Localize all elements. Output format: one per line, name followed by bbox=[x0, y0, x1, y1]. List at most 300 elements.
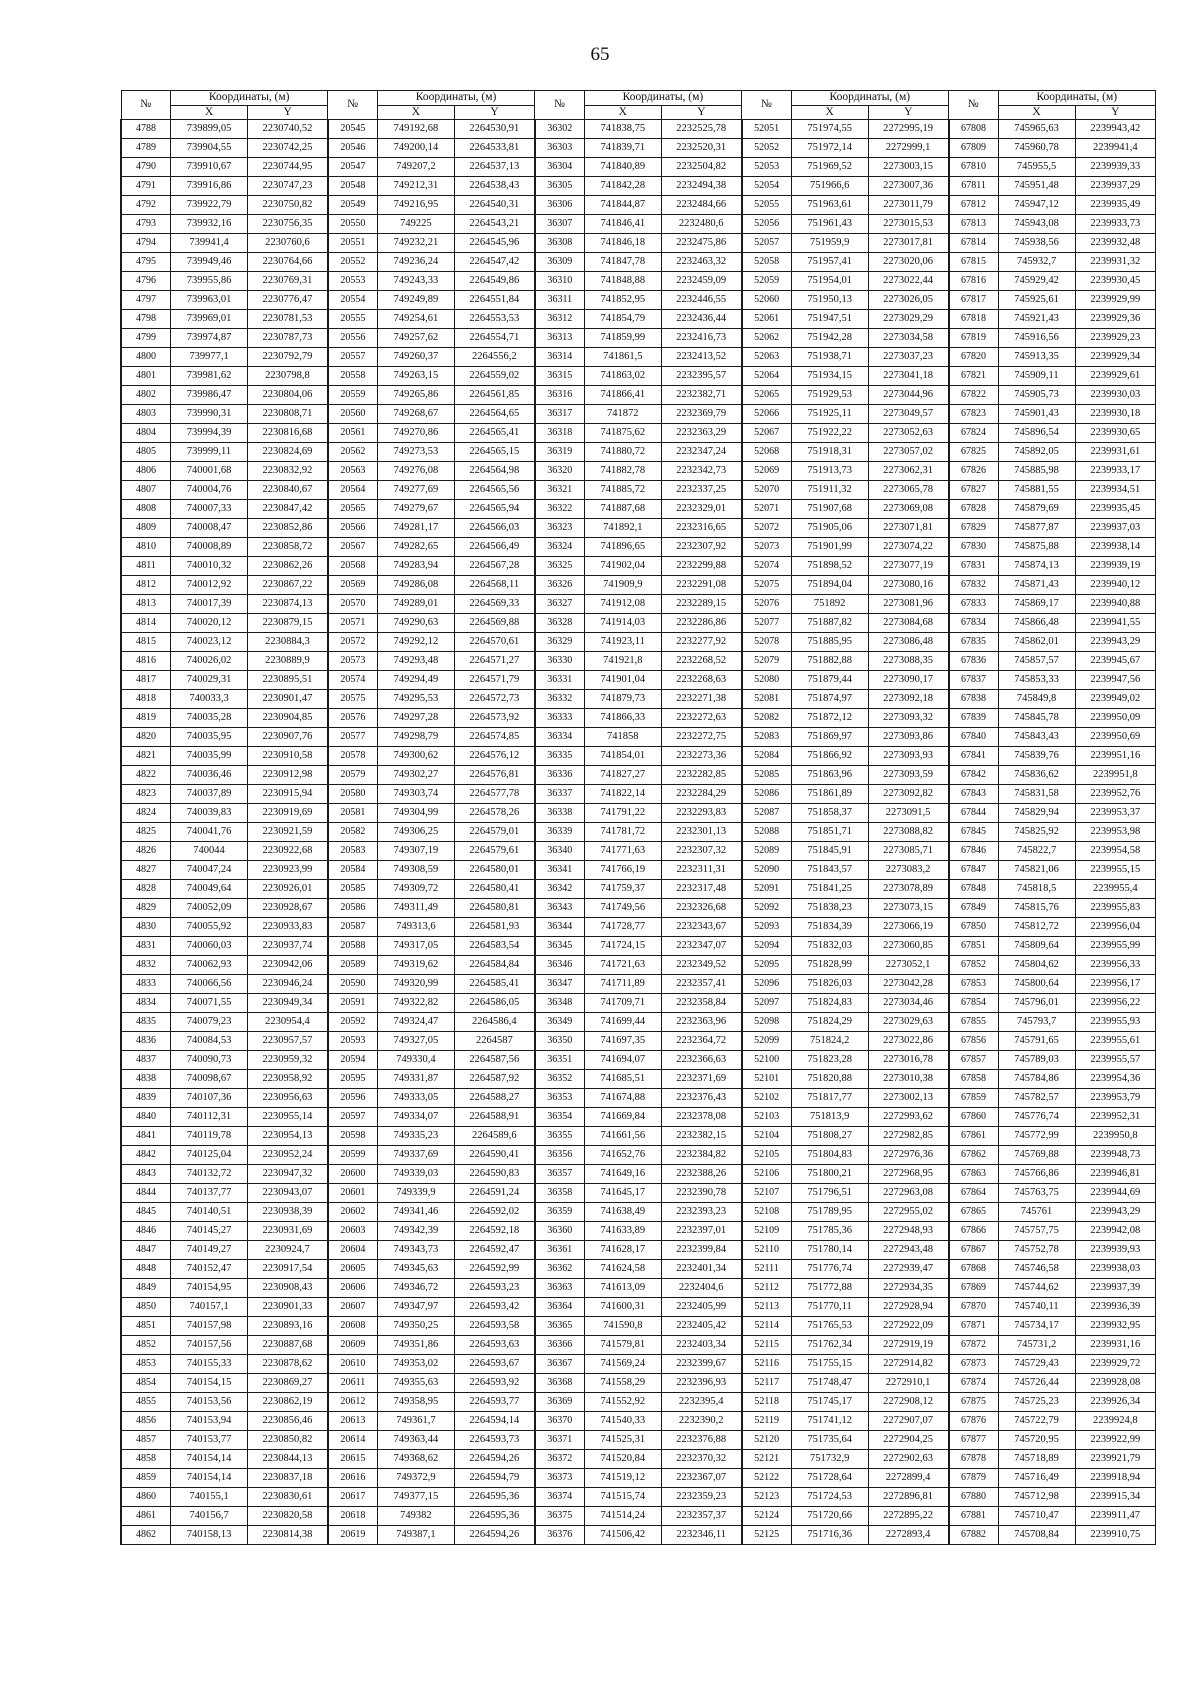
coord-x-cell: 739922,79 bbox=[171, 196, 248, 215]
coord-x-cell: 749311,49 bbox=[377, 899, 454, 918]
coord-y-cell: 2232357,37 bbox=[661, 1507, 741, 1526]
coord-y-cell: 2239918,94 bbox=[1075, 1469, 1155, 1488]
point-number-cell: 67825 bbox=[949, 443, 999, 462]
point-number-cell: 20555 bbox=[328, 310, 378, 329]
coord-x-cell: 741652,76 bbox=[584, 1146, 661, 1165]
point-number-cell: 20591 bbox=[328, 994, 378, 1013]
header-y: Y bbox=[868, 106, 948, 120]
coord-y-cell: 2232388,26 bbox=[661, 1165, 741, 1184]
coord-x-cell: 740066,56 bbox=[171, 975, 248, 994]
coord-x-cell: 740149,27 bbox=[171, 1241, 248, 1260]
header-x: X bbox=[998, 106, 1075, 120]
coord-x-cell: 745776,74 bbox=[998, 1108, 1075, 1127]
coord-y-cell: 2232520,31 bbox=[661, 139, 741, 158]
coord-y-cell: 2273016,78 bbox=[868, 1051, 948, 1070]
point-number-cell: 52067 bbox=[742, 424, 792, 443]
coord-y-cell: 2264580,81 bbox=[454, 899, 534, 918]
coord-y-cell: 2230820,58 bbox=[248, 1507, 328, 1526]
coord-x-cell: 740158,13 bbox=[171, 1526, 248, 1545]
coord-y-cell: 2239955,15 bbox=[1075, 861, 1155, 880]
coord-y-cell: 2239956,33 bbox=[1075, 956, 1155, 975]
coord-y-cell: 2239951,8 bbox=[1075, 766, 1155, 785]
coord-x-cell: 745761 bbox=[998, 1203, 1075, 1222]
point-number-cell: 67830 bbox=[949, 538, 999, 557]
point-number-cell: 20615 bbox=[328, 1450, 378, 1469]
point-number-cell: 20602 bbox=[328, 1203, 378, 1222]
coord-y-cell: 2230946,24 bbox=[248, 975, 328, 994]
coord-x-cell: 751950,13 bbox=[791, 291, 868, 310]
point-number-cell: 67818 bbox=[949, 310, 999, 329]
point-number-cell: 20575 bbox=[328, 690, 378, 709]
coord-y-cell: 2264554,71 bbox=[454, 329, 534, 348]
coord-x-cell: 749290,63 bbox=[377, 614, 454, 633]
point-number-cell: 52093 bbox=[742, 918, 792, 937]
coord-y-cell: 2264556,2 bbox=[454, 348, 534, 367]
point-number-cell: 67839 bbox=[949, 709, 999, 728]
coord-x-cell: 751922,22 bbox=[791, 424, 868, 443]
header-coordinates: Координаты, (м) bbox=[791, 91, 948, 106]
coord-x-cell: 741791,22 bbox=[584, 804, 661, 823]
coord-y-cell: 2230776,47 bbox=[248, 291, 328, 310]
point-number-cell: 4804 bbox=[121, 424, 171, 443]
point-number-cell: 36310 bbox=[535, 272, 585, 291]
coord-x-cell: 751851,71 bbox=[791, 823, 868, 842]
point-number-cell: 20594 bbox=[328, 1051, 378, 1070]
coord-x-cell: 745825,92 bbox=[998, 823, 1075, 842]
coord-y-cell: 2232347,24 bbox=[661, 443, 741, 462]
coord-y-cell: 2232416,73 bbox=[661, 329, 741, 348]
point-number-cell: 20545 bbox=[328, 120, 378, 139]
coord-x-cell: 751735,64 bbox=[791, 1431, 868, 1450]
coord-y-cell: 2232405,42 bbox=[661, 1317, 741, 1336]
coord-y-cell: 2264594,26 bbox=[454, 1450, 534, 1469]
coord-x-cell: 741525,31 bbox=[584, 1431, 661, 1450]
point-number-cell: 67873 bbox=[949, 1355, 999, 1374]
coord-x-cell: 740153,94 bbox=[171, 1412, 248, 1431]
coord-y-cell: 2239951,16 bbox=[1075, 747, 1155, 766]
coord-y-cell: 2232484,66 bbox=[661, 196, 741, 215]
coord-x-cell: 751863,96 bbox=[791, 766, 868, 785]
point-number-cell: 67853 bbox=[949, 975, 999, 994]
coord-y-cell: 2272968,95 bbox=[868, 1165, 948, 1184]
coord-x-cell: 751929,53 bbox=[791, 386, 868, 405]
table-row bbox=[121, 975, 1156, 994]
point-number-cell: 52109 bbox=[742, 1222, 792, 1241]
coord-y-cell: 2232282,85 bbox=[661, 766, 741, 785]
coord-x-cell: 749225 bbox=[377, 215, 454, 234]
coord-x-cell: 739955,86 bbox=[171, 272, 248, 291]
coord-x-cell: 751957,41 bbox=[791, 253, 868, 272]
table-row bbox=[121, 462, 1156, 481]
point-number-cell: 4849 bbox=[121, 1279, 171, 1298]
coord-y-cell: 2273052,63 bbox=[868, 424, 948, 443]
point-number-cell: 67822 bbox=[949, 386, 999, 405]
coord-y-cell: 2264567,28 bbox=[454, 557, 534, 576]
coord-x-cell: 741506,42 bbox=[584, 1526, 661, 1545]
point-number-cell: 67820 bbox=[949, 348, 999, 367]
coord-x-cell: 749303,74 bbox=[377, 785, 454, 804]
point-number-cell: 67845 bbox=[949, 823, 999, 842]
coord-y-cell: 2239922,99 bbox=[1075, 1431, 1155, 1450]
coord-x-cell: 745869,17 bbox=[998, 595, 1075, 614]
coord-x-cell: 751762,34 bbox=[791, 1336, 868, 1355]
coord-y-cell: 2230949,34 bbox=[248, 994, 328, 1013]
point-number-cell: 4826 bbox=[121, 842, 171, 861]
coord-x-cell: 741854,01 bbox=[584, 747, 661, 766]
coord-x-cell: 745746,58 bbox=[998, 1260, 1075, 1279]
point-number-cell: 36330 bbox=[535, 652, 585, 671]
coord-x-cell: 745845,78 bbox=[998, 709, 1075, 728]
coord-x-cell: 741921,8 bbox=[584, 652, 661, 671]
point-number-cell: 67813 bbox=[949, 215, 999, 234]
table-row bbox=[121, 1203, 1156, 1222]
coord-y-cell: 2272895,22 bbox=[868, 1507, 948, 1526]
coord-y-cell: 2264594,79 bbox=[454, 1469, 534, 1488]
table-row bbox=[121, 956, 1156, 975]
point-number-cell: 36355 bbox=[535, 1127, 585, 1146]
header-x: X bbox=[171, 106, 248, 120]
coord-x-cell: 741866,41 bbox=[584, 386, 661, 405]
coord-x-cell: 745796,01 bbox=[998, 994, 1075, 1013]
coord-y-cell: 2239924,8 bbox=[1075, 1412, 1155, 1431]
point-number-cell: 52074 bbox=[742, 557, 792, 576]
coord-y-cell: 2230923,99 bbox=[248, 861, 328, 880]
point-number-cell: 52118 bbox=[742, 1393, 792, 1412]
point-number-cell: 36338 bbox=[535, 804, 585, 823]
coord-y-cell: 2239944,69 bbox=[1075, 1184, 1155, 1203]
coord-y-cell: 2273085,71 bbox=[868, 842, 948, 861]
coord-y-cell: 2230912,98 bbox=[248, 766, 328, 785]
coord-y-cell: 2232357,41 bbox=[661, 975, 741, 994]
coord-y-cell: 2264593,77 bbox=[454, 1393, 534, 1412]
coord-x-cell: 751963,61 bbox=[791, 196, 868, 215]
point-number-cell: 4823 bbox=[121, 785, 171, 804]
coord-y-cell: 2230781,53 bbox=[248, 310, 328, 329]
coord-y-cell: 2273093,93 bbox=[868, 747, 948, 766]
coord-y-cell: 2239937,39 bbox=[1075, 1279, 1155, 1298]
coord-y-cell: 2230901,33 bbox=[248, 1298, 328, 1317]
coord-x-cell: 741552,92 bbox=[584, 1393, 661, 1412]
table-row bbox=[121, 1108, 1156, 1127]
coord-y-cell: 2239953,98 bbox=[1075, 823, 1155, 842]
point-number-cell: 4819 bbox=[121, 709, 171, 728]
coord-x-cell: 741711,89 bbox=[584, 975, 661, 994]
coord-y-cell: 2232494,38 bbox=[661, 177, 741, 196]
point-number-cell: 20561 bbox=[328, 424, 378, 443]
coord-x-cell: 741781,72 bbox=[584, 823, 661, 842]
point-number-cell: 36369 bbox=[535, 1393, 585, 1412]
table-row bbox=[121, 1298, 1156, 1317]
coord-x-cell: 749232,21 bbox=[377, 234, 454, 253]
coord-x-cell: 749293,48 bbox=[377, 652, 454, 671]
point-number-cell: 67863 bbox=[949, 1165, 999, 1184]
table-row bbox=[121, 481, 1156, 500]
coord-y-cell: 2239939,93 bbox=[1075, 1241, 1155, 1260]
point-number-cell: 52083 bbox=[742, 728, 792, 747]
coord-y-cell: 2230924,7 bbox=[248, 1241, 328, 1260]
point-number-cell: 67878 bbox=[949, 1450, 999, 1469]
table-row bbox=[121, 386, 1156, 405]
coord-y-cell: 2239929,23 bbox=[1075, 329, 1155, 348]
point-number-cell: 20588 bbox=[328, 937, 378, 956]
point-number-cell: 4821 bbox=[121, 747, 171, 766]
coord-x-cell: 739999,11 bbox=[171, 443, 248, 462]
point-number-cell: 20570 bbox=[328, 595, 378, 614]
coord-x-cell: 751826,03 bbox=[791, 975, 868, 994]
coord-x-cell: 751789,95 bbox=[791, 1203, 868, 1222]
point-number-cell: 67870 bbox=[949, 1298, 999, 1317]
coord-y-cell: 2239929,99 bbox=[1075, 291, 1155, 310]
point-number-cell: 4856 bbox=[121, 1412, 171, 1431]
point-number-cell: 52072 bbox=[742, 519, 792, 538]
coord-x-cell: 749297,28 bbox=[377, 709, 454, 728]
point-number-cell: 4793 bbox=[121, 215, 171, 234]
header-coordinates: Координаты, (м) bbox=[171, 91, 328, 106]
point-number-cell: 20569 bbox=[328, 576, 378, 595]
coord-x-cell: 740047,24 bbox=[171, 861, 248, 880]
coord-y-cell: 2232504,82 bbox=[661, 158, 741, 177]
coord-x-cell: 749249,89 bbox=[377, 291, 454, 310]
coord-y-cell: 2273073,15 bbox=[868, 899, 948, 918]
point-number-cell: 20564 bbox=[328, 481, 378, 500]
point-number-cell: 67815 bbox=[949, 253, 999, 272]
coord-y-cell: 2264593,23 bbox=[454, 1279, 534, 1298]
coord-x-cell: 749333,05 bbox=[377, 1089, 454, 1108]
coord-y-cell: 2272948,93 bbox=[868, 1222, 948, 1241]
header-x: X bbox=[377, 106, 454, 120]
coord-y-cell: 2264553,53 bbox=[454, 310, 534, 329]
point-number-cell: 52125 bbox=[742, 1526, 792, 1545]
coord-y-cell: 2273080,16 bbox=[868, 576, 948, 595]
coord-y-cell: 2239915,34 bbox=[1075, 1488, 1155, 1507]
coord-y-cell: 2273037,23 bbox=[868, 348, 948, 367]
coord-y-cell: 2239943,42 bbox=[1075, 120, 1155, 139]
coord-x-cell: 741661,56 bbox=[584, 1127, 661, 1146]
point-number-cell: 4847 bbox=[121, 1241, 171, 1260]
point-number-cell: 67832 bbox=[949, 576, 999, 595]
coord-x-cell: 751869,97 bbox=[791, 728, 868, 747]
point-number-cell: 36351 bbox=[535, 1051, 585, 1070]
coord-x-cell: 739986,47 bbox=[171, 386, 248, 405]
point-number-cell: 52115 bbox=[742, 1336, 792, 1355]
coord-y-cell: 2232272,75 bbox=[661, 728, 741, 747]
point-number-cell: 36329 bbox=[535, 633, 585, 652]
coord-y-cell: 2230840,67 bbox=[248, 481, 328, 500]
coord-x-cell: 740154,95 bbox=[171, 1279, 248, 1298]
coord-x-cell: 745789,03 bbox=[998, 1051, 1075, 1070]
coord-x-cell: 749342,39 bbox=[377, 1222, 454, 1241]
header-number-col: № bbox=[742, 91, 792, 120]
coord-y-cell: 2264551,84 bbox=[454, 291, 534, 310]
coord-x-cell: 741669,84 bbox=[584, 1108, 661, 1127]
point-number-cell: 20553 bbox=[328, 272, 378, 291]
table-row bbox=[121, 1336, 1156, 1355]
point-number-cell: 52076 bbox=[742, 595, 792, 614]
coord-x-cell: 741847,78 bbox=[584, 253, 661, 272]
coord-y-cell: 2232299,88 bbox=[661, 557, 741, 576]
coord-x-cell: 749243,33 bbox=[377, 272, 454, 291]
point-number-cell: 67846 bbox=[949, 842, 999, 861]
point-number-cell: 20614 bbox=[328, 1431, 378, 1450]
coord-x-cell: 741645,17 bbox=[584, 1184, 661, 1203]
coord-x-cell: 749289,01 bbox=[377, 595, 454, 614]
coord-x-cell: 745875,88 bbox=[998, 538, 1075, 557]
point-number-cell: 4834 bbox=[121, 994, 171, 1013]
coord-y-cell: 2272976,36 bbox=[868, 1146, 948, 1165]
coord-y-cell: 2232317,48 bbox=[661, 880, 741, 899]
coord-y-cell: 2239940,12 bbox=[1075, 576, 1155, 595]
point-number-cell: 36365 bbox=[535, 1317, 585, 1336]
coord-x-cell: 741858 bbox=[584, 728, 661, 747]
coord-y-cell: 2232397,01 bbox=[661, 1222, 741, 1241]
coord-x-cell: 741590,8 bbox=[584, 1317, 661, 1336]
coord-x-cell: 745938,56 bbox=[998, 234, 1075, 253]
coord-y-cell: 2239931,61 bbox=[1075, 443, 1155, 462]
coord-y-cell: 2239931,32 bbox=[1075, 253, 1155, 272]
coord-y-cell: 2232346,11 bbox=[661, 1526, 741, 1545]
coord-y-cell: 2230862,26 bbox=[248, 557, 328, 576]
point-number-cell: 20548 bbox=[328, 177, 378, 196]
point-number-cell: 4792 bbox=[121, 196, 171, 215]
coord-x-cell: 749295,53 bbox=[377, 690, 454, 709]
coord-y-cell: 2273022,44 bbox=[868, 272, 948, 291]
coord-x-cell: 751838,23 bbox=[791, 899, 868, 918]
coord-x-cell: 745800,64 bbox=[998, 975, 1075, 994]
coord-x-cell: 740026,02 bbox=[171, 652, 248, 671]
point-number-cell: 67844 bbox=[949, 804, 999, 823]
coord-x-cell: 741842,28 bbox=[584, 177, 661, 196]
coord-y-cell: 2230908,43 bbox=[248, 1279, 328, 1298]
point-number-cell: 20609 bbox=[328, 1336, 378, 1355]
coord-x-cell: 739969,01 bbox=[171, 310, 248, 329]
table-subheader-row bbox=[121, 106, 1156, 120]
coord-x-cell: 740157,56 bbox=[171, 1336, 248, 1355]
coord-y-cell: 2230808,71 bbox=[248, 405, 328, 424]
coord-x-cell: 745793,7 bbox=[998, 1013, 1075, 1032]
coord-x-cell: 745782,57 bbox=[998, 1089, 1075, 1108]
coord-y-cell: 2230824,69 bbox=[248, 443, 328, 462]
point-number-cell: 4838 bbox=[121, 1070, 171, 1089]
point-number-cell: 36376 bbox=[535, 1526, 585, 1545]
coord-y-cell: 2264579,01 bbox=[454, 823, 534, 842]
coord-x-cell: 749307,19 bbox=[377, 842, 454, 861]
point-number-cell: 36308 bbox=[535, 234, 585, 253]
header-y: Y bbox=[454, 106, 534, 120]
point-number-cell: 36363 bbox=[535, 1279, 585, 1298]
point-number-cell: 20592 bbox=[328, 1013, 378, 1032]
point-number-cell: 52052 bbox=[742, 139, 792, 158]
point-number-cell: 20603 bbox=[328, 1222, 378, 1241]
coord-x-cell: 745772,99 bbox=[998, 1127, 1075, 1146]
coord-x-cell: 745881,55 bbox=[998, 481, 1075, 500]
coord-x-cell: 740020,12 bbox=[171, 614, 248, 633]
point-number-cell: 52082 bbox=[742, 709, 792, 728]
point-number-cell: 20576 bbox=[328, 709, 378, 728]
coord-x-cell: 741854,79 bbox=[584, 310, 661, 329]
table-row bbox=[121, 1279, 1156, 1298]
coord-x-cell: 740055,92 bbox=[171, 918, 248, 937]
coord-x-cell: 740107,36 bbox=[171, 1089, 248, 1108]
coord-x-cell: 741674,88 bbox=[584, 1089, 661, 1108]
coord-x-cell: 745862,01 bbox=[998, 633, 1075, 652]
coord-x-cell: 749345,63 bbox=[377, 1260, 454, 1279]
coord-y-cell: 2239955,57 bbox=[1075, 1051, 1155, 1070]
page-number: 65 bbox=[590, 44, 610, 65]
coord-y-cell: 2273066,19 bbox=[868, 918, 948, 937]
point-number-cell: 20581 bbox=[328, 804, 378, 823]
coord-y-cell: 2239910,75 bbox=[1075, 1526, 1155, 1545]
coord-y-cell: 2232390,78 bbox=[661, 1184, 741, 1203]
point-number-cell: 20568 bbox=[328, 557, 378, 576]
coord-y-cell: 2264570,61 bbox=[454, 633, 534, 652]
point-number-cell: 4807 bbox=[121, 481, 171, 500]
point-number-cell: 52097 bbox=[742, 994, 792, 1013]
point-number-cell: 20547 bbox=[328, 158, 378, 177]
point-number-cell: 67812 bbox=[949, 196, 999, 215]
point-number-cell: 36374 bbox=[535, 1488, 585, 1507]
coord-y-cell: 2264593,92 bbox=[454, 1374, 534, 1393]
point-number-cell: 36339 bbox=[535, 823, 585, 842]
coord-y-cell: 2264574,85 bbox=[454, 728, 534, 747]
coord-x-cell: 749254,61 bbox=[377, 310, 454, 329]
point-number-cell: 36312 bbox=[535, 310, 585, 329]
point-number-cell: 52077 bbox=[742, 614, 792, 633]
coord-x-cell: 749341,46 bbox=[377, 1203, 454, 1222]
table-row bbox=[121, 785, 1156, 804]
point-number-cell: 4828 bbox=[121, 880, 171, 899]
point-number-cell: 4845 bbox=[121, 1203, 171, 1222]
point-number-cell: 36322 bbox=[535, 500, 585, 519]
coord-y-cell: 2239956,22 bbox=[1075, 994, 1155, 1013]
coord-x-cell: 741600,31 bbox=[584, 1298, 661, 1317]
point-number-cell: 4806 bbox=[121, 462, 171, 481]
coord-x-cell: 740156,7 bbox=[171, 1507, 248, 1526]
coord-y-cell: 2230919,69 bbox=[248, 804, 328, 823]
coord-y-cell: 2272899,4 bbox=[868, 1469, 948, 1488]
coord-x-cell: 749320,99 bbox=[377, 975, 454, 994]
coord-x-cell: 739910,67 bbox=[171, 158, 248, 177]
coord-x-cell: 741694,07 bbox=[584, 1051, 661, 1070]
point-number-cell: 4815 bbox=[121, 633, 171, 652]
table-row bbox=[121, 842, 1156, 861]
coord-x-cell: 740112,31 bbox=[171, 1108, 248, 1127]
coord-x-cell: 745831,58 bbox=[998, 785, 1075, 804]
coord-x-cell: 749327,05 bbox=[377, 1032, 454, 1051]
table-row bbox=[121, 348, 1156, 367]
coord-y-cell: 2264572,73 bbox=[454, 690, 534, 709]
point-number-cell: 36370 bbox=[535, 1412, 585, 1431]
point-number-cell: 67857 bbox=[949, 1051, 999, 1070]
coord-x-cell: 749277,69 bbox=[377, 481, 454, 500]
coord-y-cell: 2232401,34 bbox=[661, 1260, 741, 1279]
coord-x-cell: 741515,74 bbox=[584, 1488, 661, 1507]
coord-x-cell: 745804,62 bbox=[998, 956, 1075, 975]
point-number-cell: 20582 bbox=[328, 823, 378, 842]
point-number-cell: 52098 bbox=[742, 1013, 792, 1032]
coord-y-cell: 2232363,29 bbox=[661, 424, 741, 443]
point-number-cell: 36316 bbox=[535, 386, 585, 405]
point-number-cell: 52065 bbox=[742, 386, 792, 405]
coord-y-cell: 2230787,73 bbox=[248, 329, 328, 348]
coord-y-cell: 2239932,48 bbox=[1075, 234, 1155, 253]
coord-x-cell: 751823,28 bbox=[791, 1051, 868, 1070]
point-number-cell: 36358 bbox=[535, 1184, 585, 1203]
point-number-cell: 52055 bbox=[742, 196, 792, 215]
point-number-cell: 67810 bbox=[949, 158, 999, 177]
point-number-cell: 52088 bbox=[742, 823, 792, 842]
coord-x-cell: 740155,1 bbox=[171, 1488, 248, 1507]
point-number-cell: 36352 bbox=[535, 1070, 585, 1089]
